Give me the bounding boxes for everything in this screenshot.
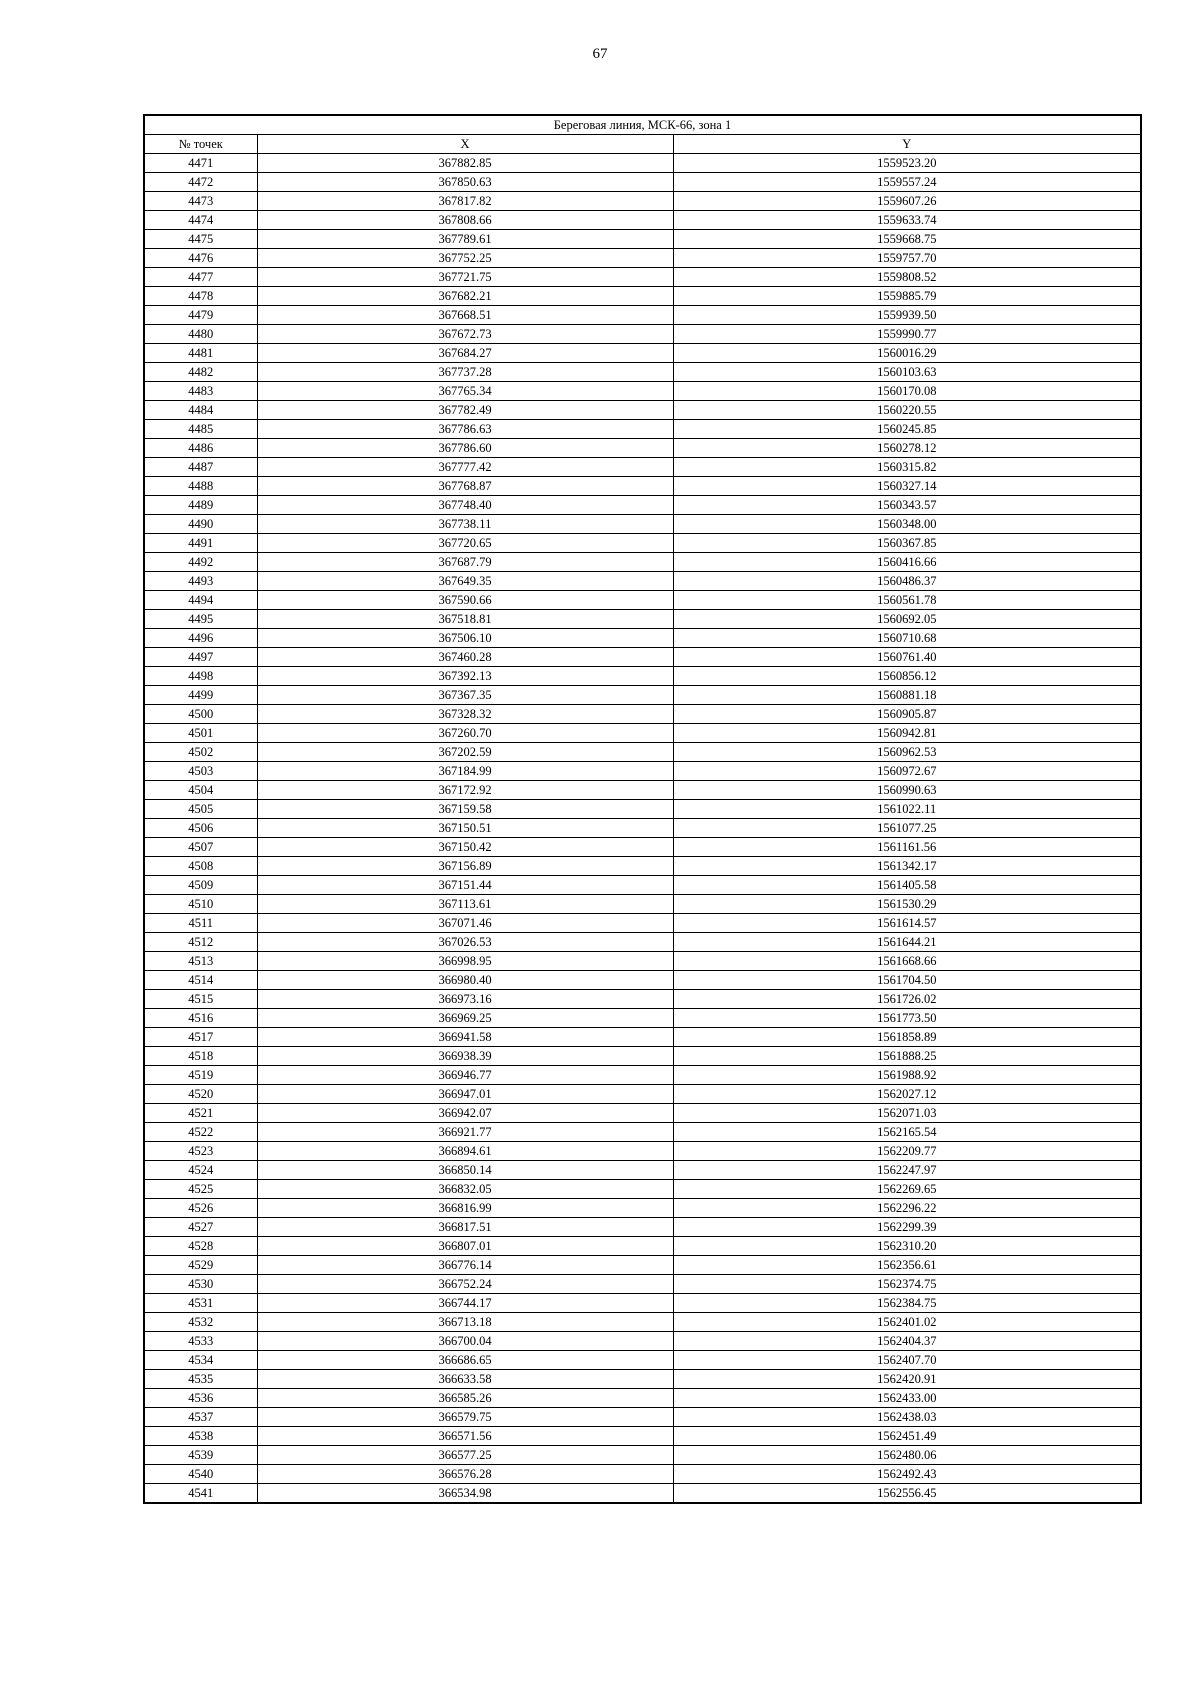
y-coordinate-cell: 1560990.63: [673, 781, 1141, 800]
x-coordinate-cell: 367817.82: [257, 192, 673, 211]
point-number-cell: 4521: [144, 1104, 257, 1123]
table-row: [144, 344, 1141, 363]
x-coordinate-cell: 366973.16: [257, 990, 673, 1009]
y-coordinate-cell: 1562374.75: [673, 1275, 1141, 1294]
x-coordinate-cell: 367882.85: [257, 154, 673, 173]
x-coordinate-cell: 366713.18: [257, 1313, 673, 1332]
y-coordinate-cell: 1559939.50: [673, 306, 1141, 325]
y-coordinate-cell: 1559633.74: [673, 211, 1141, 230]
table-row: [144, 1484, 1141, 1504]
table-row: [144, 876, 1141, 895]
x-coordinate-cell: 366633.58: [257, 1370, 673, 1389]
y-coordinate-cell: 1560486.37: [673, 572, 1141, 591]
x-coordinate-cell: 366894.61: [257, 1142, 673, 1161]
y-coordinate-cell: 1562269.65: [673, 1180, 1141, 1199]
x-coordinate-cell: 366577.25: [257, 1446, 673, 1465]
table-row: [144, 1427, 1141, 1446]
y-coordinate-cell: 1562209.77: [673, 1142, 1141, 1161]
point-number-cell: 4477: [144, 268, 257, 287]
point-number-cell: 4490: [144, 515, 257, 534]
x-coordinate-cell: 367668.51: [257, 306, 673, 325]
x-coordinate-cell: 366585.26: [257, 1389, 673, 1408]
point-number-cell: 4485: [144, 420, 257, 439]
y-coordinate-cell: 1560103.63: [673, 363, 1141, 382]
table-row: [144, 325, 1141, 344]
point-number-cell: 4502: [144, 743, 257, 762]
y-coordinate-cell: 1561161.56: [673, 838, 1141, 857]
table-row: [144, 230, 1141, 249]
point-number-cell: 4497: [144, 648, 257, 667]
x-coordinate-cell: 367150.42: [257, 838, 673, 857]
point-number-cell: 4486: [144, 439, 257, 458]
y-coordinate-cell: 1562247.97: [673, 1161, 1141, 1180]
x-coordinate-cell: 367026.53: [257, 933, 673, 952]
x-coordinate-cell: 367672.73: [257, 325, 673, 344]
point-number-cell: 4475: [144, 230, 257, 249]
y-coordinate-cell: 1559757.70: [673, 249, 1141, 268]
y-coordinate-cell: 1559885.79: [673, 287, 1141, 306]
point-number-cell: 4492: [144, 553, 257, 572]
table-header-row: [144, 135, 1141, 154]
table-row: [144, 1047, 1141, 1066]
y-coordinate-cell: 1560962.53: [673, 743, 1141, 762]
table-row: [144, 1066, 1141, 1085]
x-coordinate-cell: 367720.65: [257, 534, 673, 553]
y-coordinate-cell: 1559668.75: [673, 230, 1141, 249]
point-number-cell: 4478: [144, 287, 257, 306]
table-row: [144, 439, 1141, 458]
x-coordinate-cell: 367151.44: [257, 876, 673, 895]
point-number-cell: 4515: [144, 990, 257, 1009]
header-x: X: [257, 135, 673, 154]
x-coordinate-cell: 367768.87: [257, 477, 673, 496]
y-coordinate-cell: 1559607.26: [673, 192, 1141, 211]
x-coordinate-cell: 367460.28: [257, 648, 673, 667]
point-number-cell: 4527: [144, 1218, 257, 1237]
y-coordinate-cell: 1559523.20: [673, 154, 1141, 173]
page-number: 67: [592, 46, 608, 62]
table-row: [144, 686, 1141, 705]
table-row: [144, 990, 1141, 1009]
table-row: [144, 173, 1141, 192]
point-number-cell: 4530: [144, 1275, 257, 1294]
table-title: Береговая линия, МСК-66, зона 1: [144, 115, 1141, 135]
table-row: [144, 268, 1141, 287]
table-row: [144, 1028, 1141, 1047]
table-row: [144, 1408, 1141, 1427]
y-coordinate-cell: 1561644.21: [673, 933, 1141, 952]
point-number-cell: 4510: [144, 895, 257, 914]
y-coordinate-cell: 1560856.12: [673, 667, 1141, 686]
y-coordinate-cell: 1562384.75: [673, 1294, 1141, 1313]
x-coordinate-cell: 367752.25: [257, 249, 673, 268]
point-number-cell: 4501: [144, 724, 257, 743]
point-number-cell: 4538: [144, 1427, 257, 1446]
table-row: [144, 553, 1141, 572]
x-coordinate-cell: 367150.51: [257, 819, 673, 838]
x-coordinate-cell: 366807.01: [257, 1237, 673, 1256]
point-number-cell: 4524: [144, 1161, 257, 1180]
point-number-cell: 4483: [144, 382, 257, 401]
x-coordinate-cell: 366980.40: [257, 971, 673, 990]
table-row: [144, 1370, 1141, 1389]
table-row: [144, 1104, 1141, 1123]
y-coordinate-cell: 1562451.49: [673, 1427, 1141, 1446]
table-row: [144, 572, 1141, 591]
table-row: [144, 591, 1141, 610]
point-number-cell: 4525: [144, 1180, 257, 1199]
x-coordinate-cell: 367172.92: [257, 781, 673, 800]
table-row: [144, 363, 1141, 382]
x-coordinate-cell: 366571.56: [257, 1427, 673, 1446]
y-coordinate-cell: 1560348.00: [673, 515, 1141, 534]
table-row: [144, 1218, 1141, 1237]
point-number-cell: 4536: [144, 1389, 257, 1408]
x-coordinate-cell: 367328.32: [257, 705, 673, 724]
y-coordinate-cell: 1562492.43: [673, 1465, 1141, 1484]
x-coordinate-cell: 366942.07: [257, 1104, 673, 1123]
y-coordinate-cell: 1561858.89: [673, 1028, 1141, 1047]
x-coordinate-cell: 367687.79: [257, 553, 673, 572]
y-coordinate-cell: 1562438.03: [673, 1408, 1141, 1427]
table-row: [144, 629, 1141, 648]
table-row: [144, 154, 1141, 173]
table-row: [144, 705, 1141, 724]
table-title-row: [144, 115, 1141, 135]
table-row: [144, 895, 1141, 914]
point-number-cell: 4487: [144, 458, 257, 477]
y-coordinate-cell: 1562296.22: [673, 1199, 1141, 1218]
x-coordinate-cell: 367071.46: [257, 914, 673, 933]
table-row: [144, 1446, 1141, 1465]
y-coordinate-cell: 1559808.52: [673, 268, 1141, 287]
table-row: [144, 667, 1141, 686]
x-coordinate-cell: 367850.63: [257, 173, 673, 192]
table-row: [144, 952, 1141, 971]
x-coordinate-cell: 367590.66: [257, 591, 673, 610]
x-coordinate-cell: 366576.28: [257, 1465, 673, 1484]
point-number-cell: 4488: [144, 477, 257, 496]
table-row: [144, 838, 1141, 857]
y-coordinate-cell: 1562310.20: [673, 1237, 1141, 1256]
point-number-cell: 4476: [144, 249, 257, 268]
x-coordinate-cell: 367506.10: [257, 629, 673, 648]
point-number-cell: 4508: [144, 857, 257, 876]
x-coordinate-cell: 367159.58: [257, 800, 673, 819]
table-row: [144, 724, 1141, 743]
table-row: [144, 1313, 1141, 1332]
y-coordinate-cell: 1561405.58: [673, 876, 1141, 895]
x-coordinate-cell: 367789.61: [257, 230, 673, 249]
y-coordinate-cell: 1561668.66: [673, 952, 1141, 971]
table-row: [144, 192, 1141, 211]
x-coordinate-cell: 367392.13: [257, 667, 673, 686]
y-coordinate-cell: 1559557.24: [673, 173, 1141, 192]
table-row: [144, 1142, 1141, 1161]
point-number-cell: 4479: [144, 306, 257, 325]
table-row: [144, 420, 1141, 439]
x-coordinate-cell: 366832.05: [257, 1180, 673, 1199]
point-number-cell: 4509: [144, 876, 257, 895]
y-coordinate-cell: 1561342.17: [673, 857, 1141, 876]
x-coordinate-cell: 367202.59: [257, 743, 673, 762]
point-number-cell: 4507: [144, 838, 257, 857]
point-number-cell: 4512: [144, 933, 257, 952]
y-coordinate-cell: 1560972.67: [673, 762, 1141, 781]
x-coordinate-cell: 366816.99: [257, 1199, 673, 1218]
y-coordinate-cell: 1560245.85: [673, 420, 1141, 439]
x-coordinate-cell: 366921.77: [257, 1123, 673, 1142]
header-point-number: № точек: [144, 135, 257, 154]
point-number-cell: 4513: [144, 952, 257, 971]
table-row: [144, 1294, 1141, 1313]
table-row: [144, 1275, 1141, 1294]
y-coordinate-cell: 1560881.18: [673, 686, 1141, 705]
table-row: [144, 1123, 1141, 1142]
y-coordinate-cell: 1560278.12: [673, 439, 1141, 458]
point-number-cell: 4532: [144, 1313, 257, 1332]
x-coordinate-cell: 366947.01: [257, 1085, 673, 1104]
table-row: [144, 515, 1141, 534]
point-number-cell: 4516: [144, 1009, 257, 1028]
point-number-cell: 4519: [144, 1066, 257, 1085]
x-coordinate-cell: 366744.17: [257, 1294, 673, 1313]
y-coordinate-cell: 1560170.08: [673, 382, 1141, 401]
x-coordinate-cell: 367367.35: [257, 686, 673, 705]
x-coordinate-cell: 367748.40: [257, 496, 673, 515]
y-coordinate-cell: 1559990.77: [673, 325, 1141, 344]
point-number-cell: 4498: [144, 667, 257, 686]
x-coordinate-cell: 367765.34: [257, 382, 673, 401]
table-row: [144, 534, 1141, 553]
point-number-cell: 4473: [144, 192, 257, 211]
point-number-cell: 4471: [144, 154, 257, 173]
x-coordinate-cell: 366998.95: [257, 952, 673, 971]
table-row: [144, 762, 1141, 781]
table-row: [144, 933, 1141, 952]
point-number-cell: 4517: [144, 1028, 257, 1047]
point-number-cell: 4526: [144, 1199, 257, 1218]
y-coordinate-cell: 1560327.14: [673, 477, 1141, 496]
point-number-cell: 4505: [144, 800, 257, 819]
y-coordinate-cell: 1560761.40: [673, 648, 1141, 667]
y-coordinate-cell: 1560343.57: [673, 496, 1141, 515]
point-number-cell: 4518: [144, 1047, 257, 1066]
y-coordinate-cell: 1561726.02: [673, 990, 1141, 1009]
y-coordinate-cell: 1562401.02: [673, 1313, 1141, 1332]
y-coordinate-cell: 1562027.12: [673, 1085, 1141, 1104]
x-coordinate-cell: 367156.89: [257, 857, 673, 876]
table-row: [144, 211, 1141, 230]
table-row: [144, 1085, 1141, 1104]
table-row: [144, 458, 1141, 477]
table-row: [144, 496, 1141, 515]
point-number-cell: 4520: [144, 1085, 257, 1104]
point-number-cell: 4539: [144, 1446, 257, 1465]
y-coordinate-cell: 1560905.87: [673, 705, 1141, 724]
table-row: [144, 1332, 1141, 1351]
x-coordinate-cell: 367738.11: [257, 515, 673, 534]
x-coordinate-cell: 366850.14: [257, 1161, 673, 1180]
x-coordinate-cell: 366941.58: [257, 1028, 673, 1047]
point-number-cell: 4495: [144, 610, 257, 629]
point-number-cell: 4493: [144, 572, 257, 591]
table-row: [144, 249, 1141, 268]
x-coordinate-cell: 366946.77: [257, 1066, 673, 1085]
x-coordinate-cell: 366938.39: [257, 1047, 673, 1066]
x-coordinate-cell: 367684.27: [257, 344, 673, 363]
header-y: Y: [673, 135, 1141, 154]
point-number-cell: 4535: [144, 1370, 257, 1389]
point-number-cell: 4529: [144, 1256, 257, 1275]
table-row: [144, 1465, 1141, 1484]
point-number-cell: 4499: [144, 686, 257, 705]
point-number-cell: 4537: [144, 1408, 257, 1427]
y-coordinate-cell: 1561704.50: [673, 971, 1141, 990]
point-number-cell: 4482: [144, 363, 257, 382]
table-row: [144, 287, 1141, 306]
y-coordinate-cell: 1562556.45: [673, 1484, 1141, 1504]
point-number-cell: 4496: [144, 629, 257, 648]
point-number-cell: 4504: [144, 781, 257, 800]
table-row: [144, 306, 1141, 325]
point-number-cell: 4472: [144, 173, 257, 192]
y-coordinate-cell: 1560315.82: [673, 458, 1141, 477]
point-number-cell: 4489: [144, 496, 257, 515]
x-coordinate-cell: 367184.99: [257, 762, 673, 781]
point-number-cell: 4500: [144, 705, 257, 724]
x-coordinate-cell: 366817.51: [257, 1218, 673, 1237]
x-coordinate-cell: 367113.61: [257, 895, 673, 914]
table-row: [144, 1256, 1141, 1275]
y-coordinate-cell: 1562071.03: [673, 1104, 1141, 1123]
y-coordinate-cell: 1562433.00: [673, 1389, 1141, 1408]
table-row: [144, 1161, 1141, 1180]
y-coordinate-cell: 1560561.78: [673, 591, 1141, 610]
y-coordinate-cell: 1561988.92: [673, 1066, 1141, 1085]
point-number-cell: 4531: [144, 1294, 257, 1313]
table-row: [144, 382, 1141, 401]
point-number-cell: 4522: [144, 1123, 257, 1142]
point-number-cell: 4481: [144, 344, 257, 363]
x-coordinate-cell: 367518.81: [257, 610, 673, 629]
y-coordinate-cell: 1562165.54: [673, 1123, 1141, 1142]
point-number-cell: 4514: [144, 971, 257, 990]
point-number-cell: 4506: [144, 819, 257, 838]
point-number-cell: 4494: [144, 591, 257, 610]
table-row: [144, 1180, 1141, 1199]
x-coordinate-cell: 366686.65: [257, 1351, 673, 1370]
x-coordinate-cell: 367808.66: [257, 211, 673, 230]
x-coordinate-cell: 367260.70: [257, 724, 673, 743]
y-coordinate-cell: 1562299.39: [673, 1218, 1141, 1237]
table-row: [144, 819, 1141, 838]
x-coordinate-cell: 367782.49: [257, 401, 673, 420]
y-coordinate-cell: 1562480.06: [673, 1446, 1141, 1465]
y-coordinate-cell: 1561530.29: [673, 895, 1141, 914]
x-coordinate-cell: 366534.98: [257, 1484, 673, 1504]
y-coordinate-cell: 1561022.11: [673, 800, 1141, 819]
x-coordinate-cell: 367786.60: [257, 439, 673, 458]
y-coordinate-cell: 1562420.91: [673, 1370, 1141, 1389]
table-row: [144, 1199, 1141, 1218]
x-coordinate-cell: 367649.35: [257, 572, 673, 591]
table-row: [144, 800, 1141, 819]
x-coordinate-cell: 367682.21: [257, 287, 673, 306]
x-coordinate-cell: 367721.75: [257, 268, 673, 287]
point-number-cell: 4503: [144, 762, 257, 781]
y-coordinate-cell: 1560016.29: [673, 344, 1141, 363]
table-row: [144, 971, 1141, 990]
table-row: [144, 477, 1141, 496]
table-row: [144, 914, 1141, 933]
x-coordinate-cell: 367786.63: [257, 420, 673, 439]
y-coordinate-cell: 1562356.61: [673, 1256, 1141, 1275]
point-number-cell: 4480: [144, 325, 257, 344]
y-coordinate-cell: 1560710.68: [673, 629, 1141, 648]
table-row: [144, 1389, 1141, 1408]
y-coordinate-cell: 1560220.55: [673, 401, 1141, 420]
point-number-cell: 4534: [144, 1351, 257, 1370]
point-number-cell: 4511: [144, 914, 257, 933]
point-number-cell: 4528: [144, 1237, 257, 1256]
x-coordinate-cell: 366579.75: [257, 1408, 673, 1427]
x-coordinate-cell: 367737.28: [257, 363, 673, 382]
x-coordinate-cell: 366969.25: [257, 1009, 673, 1028]
table-row: [144, 1237, 1141, 1256]
y-coordinate-cell: 1560942.81: [673, 724, 1141, 743]
y-coordinate-cell: 1560367.85: [673, 534, 1141, 553]
point-number-cell: 4474: [144, 211, 257, 230]
table-row: [144, 781, 1141, 800]
y-coordinate-cell: 1561077.25: [673, 819, 1141, 838]
table-row: [144, 857, 1141, 876]
table-row: [144, 1009, 1141, 1028]
point-number-cell: 4523: [144, 1142, 257, 1161]
point-number-cell: 4533: [144, 1332, 257, 1351]
table-row: [144, 648, 1141, 667]
table-row: [144, 743, 1141, 762]
x-coordinate-cell: 367777.42: [257, 458, 673, 477]
point-number-cell: 4541: [144, 1484, 257, 1504]
coordinates-table: [143, 114, 1142, 1504]
y-coordinate-cell: 1561614.57: [673, 914, 1141, 933]
y-coordinate-cell: 1560416.66: [673, 553, 1141, 572]
y-coordinate-cell: 1561888.25: [673, 1047, 1141, 1066]
table-row: [144, 1351, 1141, 1370]
x-coordinate-cell: 366776.14: [257, 1256, 673, 1275]
x-coordinate-cell: 366752.24: [257, 1275, 673, 1294]
table-body: [144, 154, 1141, 1504]
y-coordinate-cell: 1562407.70: [673, 1351, 1141, 1370]
point-number-cell: 4540: [144, 1465, 257, 1484]
table-row: [144, 610, 1141, 629]
x-coordinate-cell: 366700.04: [257, 1332, 673, 1351]
point-number-cell: 4491: [144, 534, 257, 553]
point-number-cell: 4484: [144, 401, 257, 420]
y-coordinate-cell: 1560692.05: [673, 610, 1141, 629]
y-coordinate-cell: 1562404.37: [673, 1332, 1141, 1351]
table-row: [144, 401, 1141, 420]
y-coordinate-cell: 1561773.50: [673, 1009, 1141, 1028]
